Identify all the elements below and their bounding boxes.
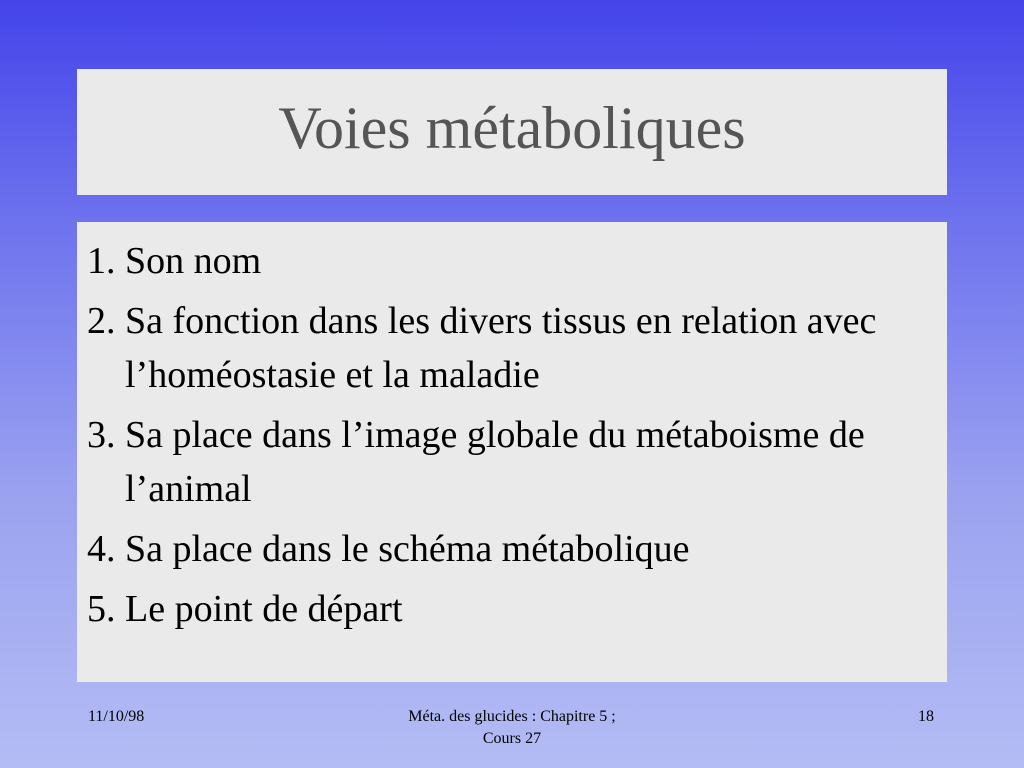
content-box — [77, 222, 947, 682]
footer-course — [362, 706, 662, 750]
title-box — [77, 69, 947, 195]
list-item-2: 2. Sa fonction dans les divers tissus en relation avec l’homéostasie et la maladie — [87, 300, 877, 396]
footer-course-line2: Cours 27 — [482, 730, 542, 747]
slide-title: Voies métaboliques — [278, 94, 746, 161]
list-item-1: 1. Son nom — [87, 240, 262, 282]
footer-date: 11/10/98 — [88, 708, 145, 725]
list-item-4: 4. Sa place dans le schéma métabolique — [87, 528, 690, 570]
footer-page-number: 18 — [918, 708, 934, 725]
footer-course-line1: Méta. des glucides : Chapitre 5 ; — [408, 708, 616, 725]
list-item-5: 5. Le point de départ — [87, 588, 403, 630]
list-item-3: 3. Sa place dans l’image globale du métaboisme de l’animal — [87, 414, 865, 510]
